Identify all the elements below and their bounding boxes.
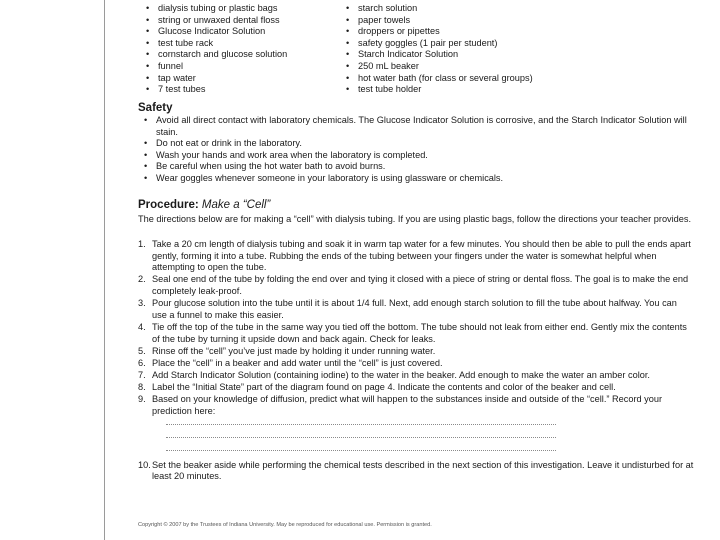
- procedure-step: [138, 394, 694, 455]
- material-item: • Glucose Indicator Solution: [146, 26, 346, 38]
- answer-line: [166, 424, 556, 425]
- material-item: • droppers or pipettes: [346, 26, 586, 38]
- step-text: Place the “cell” in a beaker and add water until the “cell” is just covered.: [152, 357, 443, 368]
- material-item: • 7 test tubes: [146, 84, 346, 96]
- safety-list: [144, 115, 696, 185]
- answer-line: [166, 450, 556, 451]
- step-number: 10.: [138, 459, 151, 470]
- procedure-step: [138, 298, 694, 321]
- material-item: • funnel: [146, 61, 346, 73]
- safety-item: • Wear goggles whenever someone in your laboratory is using glassware or chemicals.: [144, 173, 696, 185]
- step-number: 1.: [138, 239, 146, 249]
- material-item: • string or unwaxed dental floss: [146, 15, 346, 27]
- material-item: • tap water: [146, 73, 346, 85]
- material-item: • safety goggles (1 pair per student): [346, 38, 586, 50]
- procedure-intro: The directions below are for making a “cell” with dialysis tubing. If you are using plastic bags, follow the directions your teacher provides.: [138, 214, 692, 224]
- material-item: • 250 mL beaker: [346, 61, 586, 73]
- page-margin-line: [104, 0, 105, 540]
- step-number: 8.: [138, 382, 146, 393]
- step-number: 7.: [138, 370, 146, 381]
- procedure-heading-prefix: Procedure:: [138, 199, 199, 211]
- safety-heading: Safety: [138, 102, 173, 114]
- step-number: 4.: [138, 321, 146, 332]
- material-item: • starch solution: [346, 3, 586, 15]
- procedure-step: [138, 322, 694, 345]
- step-text: Take a 20 cm length of dialysis tubing and soak it in warm tap water for a few minutes. You should then be able to pull the ends apart gently, forming it into a tube. Rubbing the ends of the tubing between your fingers under the water is somewhat helpful when attempting to open the tube.: [152, 239, 691, 273]
- safety-item: • Wash your hands and work area when the laboratory is completed.: [144, 150, 696, 162]
- material-item: • paper towels: [346, 15, 586, 27]
- procedure-heading: [138, 198, 270, 212]
- step-text: Add Starch Indicator Solution (containing iodine) to the water in the beaker. Add enough to make the water an amber color.: [152, 370, 650, 381]
- material-item: • Starch Indicator Solution: [346, 49, 586, 61]
- procedure-step: [138, 358, 694, 370]
- materials-column-right: [346, 3, 586, 96]
- materials-column-left: [146, 3, 346, 96]
- step-number: 5.: [138, 345, 146, 356]
- safety-item: • Be careful when using the hot water bath to avoid burns.: [144, 161, 696, 173]
- procedure-step: [138, 370, 694, 382]
- safety-item: • Avoid all direct contact with laboratory chemicals. The Glucose Indicator Solution is corrosive, and the Starch Indicator Solution will stain.: [144, 115, 696, 138]
- step-text: Rinse off the “cell” you’ve just made by holding it under running water.: [152, 345, 436, 356]
- document-page: [138, 0, 698, 540]
- procedure-step: [138, 460, 694, 483]
- procedure-step: [138, 346, 694, 358]
- prediction-answer-lines[interactable]: [166, 420, 694, 456]
- material-item: • test tube holder: [346, 84, 586, 96]
- step-text: Based on your knowledge of diffusion, predict what will happen to the substances inside and outside of the “cell.” Record your prediction here:: [152, 394, 663, 417]
- procedure-steps: [138, 239, 694, 483]
- step-number: 6.: [138, 357, 146, 368]
- step-text: Pour glucose solution into the tube until it is about 1/4 full. Next, add enough starch solution to fill the tube about halfway. You can use a funnel to make this easier.: [152, 298, 677, 320]
- step-number: 3.: [138, 298, 146, 309]
- material-item: • dialysis tubing or plastic bags: [146, 3, 346, 15]
- step-number: 2.: [138, 274, 146, 285]
- step-number: 9.: [138, 394, 146, 405]
- step-text: Seal one end of the tube by folding the end over and tying it closed with a piece of string or dental floss. The goal is to make the end completely leak-proof.: [152, 274, 689, 296]
- materials-list: [138, 3, 698, 99]
- step-text: Tie off the top of the tube in the same way you tied off the bottom. The tube should not leak from either end. Gently mix the contents of the tube by turning it upside down and back again. Check for leaks.: [152, 321, 687, 344]
- procedure-step: [138, 382, 694, 394]
- safety-item: • Do not eat or drink in the laboratory.: [144, 138, 696, 150]
- page-footer: Copyright © 2007 by the Trustees of Indiana University. May be reproduced for educational use. Permission is granted.: [138, 522, 432, 528]
- step-text: Set the beaker aside while performing the chemical tests described in the next section of this investigation. Leave it undisturbed for at least 20 minutes.: [152, 459, 694, 482]
- procedure-heading-title: Make a “Cell”: [201, 199, 271, 211]
- procedure-step: [138, 239, 694, 274]
- procedure-step: [138, 274, 694, 297]
- answer-line: [166, 437, 556, 438]
- material-item: • hot water bath (for class or several groups): [346, 73, 586, 85]
- material-item: • cornstarch and glucose solution: [146, 49, 346, 61]
- material-item: • test tube rack: [146, 38, 346, 50]
- step-text: Label the “Initial State” part of the diagram found on page 4. Indicate the contents and color of the beaker and cell.: [152, 382, 616, 393]
